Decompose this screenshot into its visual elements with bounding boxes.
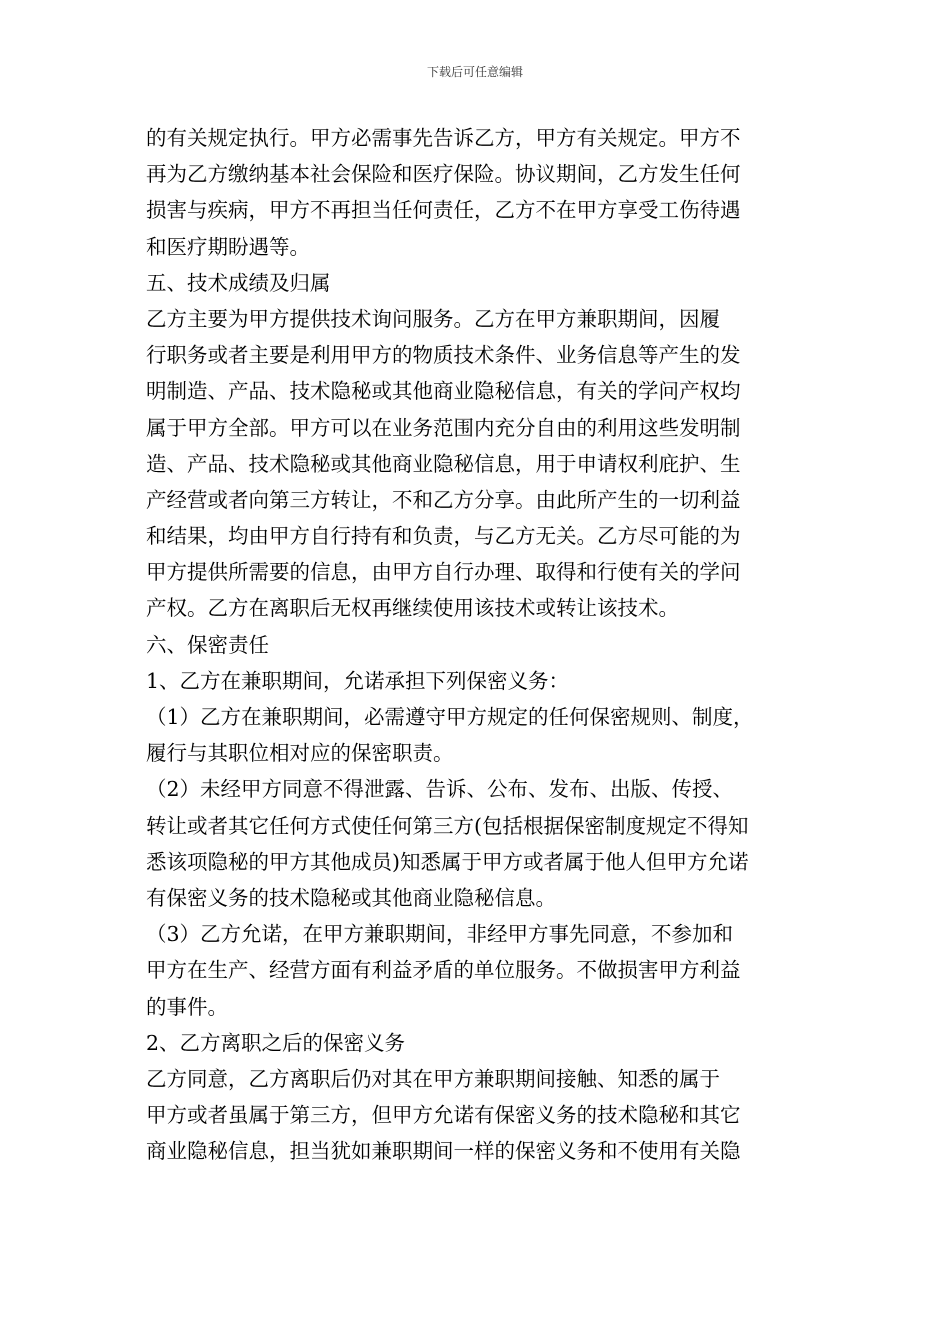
text-line: 产权。乙方在离职后无权再继续使用该技术或转让该技术。 — [146, 596, 679, 621]
text-line: 行职务或者主要是利用甲方的物质技术条件、业务信息等产生的发 — [146, 343, 741, 368]
text-line: 属于甲方全部。甲方可以在业务范围内充分自由的利用这些发明制 — [146, 415, 741, 440]
text-line: 甲方提供所需要的信息，由甲方自行办理、取得和行使有关的学问 — [146, 560, 741, 585]
text-line: 悉该项隐秘的甲方其他成员)知悉属于甲方或者属于他人但甲方允诺 — [146, 849, 749, 874]
text-line: 和结果，均由甲方自行持有和负责，与乙方无关。乙方尽可能的为 — [146, 524, 741, 549]
text-line: 的有关规定执行。甲方必需事先告诉乙方，甲方有关规定。甲方不 — [146, 126, 741, 150]
text-line: 和医疗期盼遇等。 — [146, 234, 310, 259]
subsection-heading-2: 2、乙方离职之后的保密义务 — [146, 1030, 406, 1055]
document-body — [146, 120, 806, 1169]
section-heading-6: 六、保密责任 — [146, 632, 269, 657]
text-line: 产经营或者向第三方转让，不和乙方分享。由此所产生的一切利益 — [146, 487, 741, 512]
text-line: 甲方在生产、经营方面有利益矛盾的单位服务。不做损害甲方利益 — [146, 958, 741, 983]
text-line: 乙方同意，乙方离职后仍对其在甲方兼职期间接触、知悉的属于 — [146, 1066, 720, 1091]
text-line: 有保密义务的技术隐秘或其他商业隐秘信息。 — [146, 885, 556, 910]
text-line: （2）未经甲方同意不得泄露、告诉、公布、发布、出版、传授、 — [146, 777, 734, 802]
text-line: 明制造、产品、技术隐秘或其他商业隐秘信息，有关的学问产权均 — [146, 379, 741, 404]
subsection-heading-1: 1、乙方在兼职期间，允诺承担下列保密义务： — [146, 668, 570, 693]
text-line: 甲方或者虽属于第三方，但甲方允诺有保密义务的技术隐秘和其它 — [146, 1103, 741, 1128]
text-line: 转让或者其它任何方式使任何第三方(包括根据保密制度规定不得知 — [146, 813, 749, 838]
text-line: 的事件。 — [146, 994, 228, 1019]
text-line: （3）乙方允诺，在甲方兼职期间，非经甲方事先同意，不参加和 — [146, 922, 734, 947]
text-line: 损害与疾病，甲方不再担当任何责任，乙方不在甲方享受工伤待遇 — [146, 198, 741, 223]
text-line: 再为乙方缴纳基本社会保险和医疗保险。协议期间，乙方发生任何 — [146, 162, 741, 187]
text-line: 履行与其职位相对应的保密职责。 — [146, 741, 454, 766]
text-line: 乙方主要为甲方提供技术询问服务。乙方在甲方兼职期间，因履 — [146, 306, 720, 331]
page-header: 下载后可任意编辑 — [426, 65, 523, 79]
text-line: 造、产品、技术隐秘或其他商业隐秘信息，用于申请权利庇护、生 — [146, 451, 741, 476]
section-heading-5: 五、技术成绩及归属 — [146, 270, 331, 295]
text-line: 商业隐秘信息，担当犹如兼职期间一样的保密义务和不使用有关隐 — [146, 1139, 741, 1164]
text-line: （1）乙方在兼职期间，必需遵守甲方规定的任何保密规则、制度， — [146, 705, 754, 729]
